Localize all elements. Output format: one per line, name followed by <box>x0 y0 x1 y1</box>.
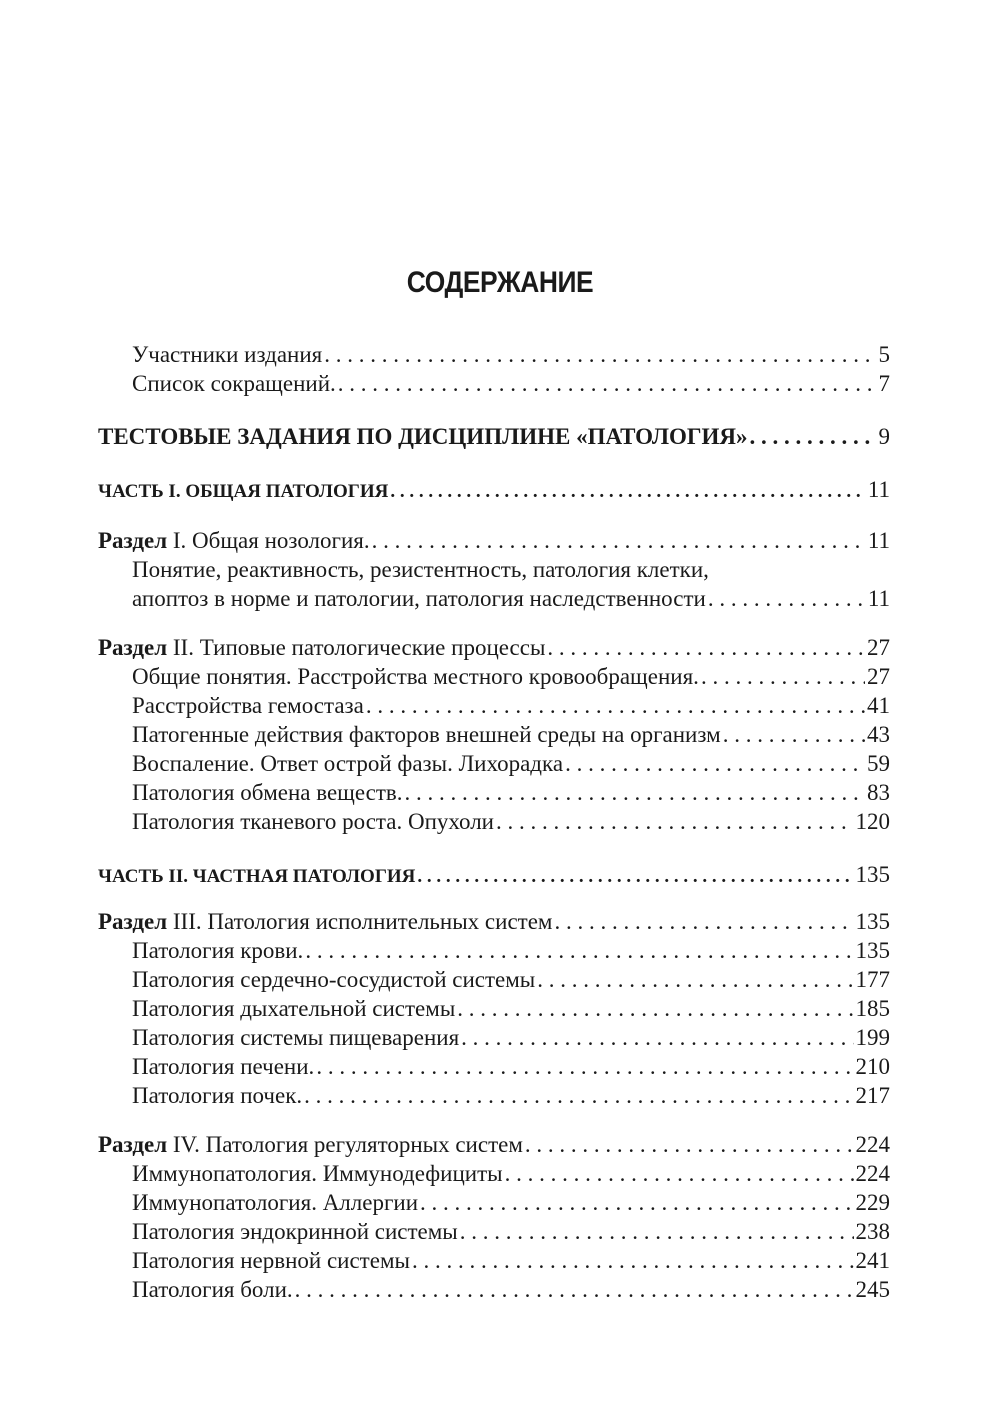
toc-leader <box>701 662 865 691</box>
toc-page-number: 135 <box>855 938 890 963</box>
toc-entry-section-3 <box>98 907 890 936</box>
toc-entry-text: Патология тканевого роста. Опухоли <box>132 809 494 834</box>
toc-page-number: 27 <box>867 635 890 660</box>
toc-page-number: 41 <box>867 693 890 718</box>
toc-leader <box>420 1188 853 1217</box>
list-item <box>98 1159 890 1188</box>
list-item <box>98 1275 890 1304</box>
toc-leader <box>505 1159 854 1188</box>
toc-page-number: 185 <box>855 996 890 1021</box>
toc-page-number: 120 <box>855 809 890 834</box>
toc-entry-text: Патология системы пищеварения <box>132 1025 460 1050</box>
toc-entry-text: II. Типовые патологические процессы <box>167 635 546 660</box>
toc-entry-text: Понятие, реактивность, резистентность, патология клетки, <box>132 557 709 582</box>
page-title: СОДЕРЖАНИЕ <box>406 266 594 299</box>
toc-entry-tests-heading <box>98 422 890 451</box>
list-item <box>98 662 890 691</box>
section-prefix: Раздел <box>98 635 168 660</box>
toc-leader <box>305 936 853 965</box>
list-item <box>98 1081 890 1110</box>
toc-entry-abbreviations <box>98 369 890 398</box>
section-prefix: Раздел <box>98 909 168 934</box>
toc-page-number: 229 <box>855 1190 890 1215</box>
toc-entry-text: ЧАСТЬ II. ЧАСТНАЯ ПАТОЛОГИЯ <box>98 866 416 887</box>
toc-entry-text: ТЕСТОВЫЕ ЗАДАНИЯ ПО ДИСЦИПЛИНЕ «ПАТОЛОГИЯ» <box>98 424 748 449</box>
list-item <box>98 807 890 836</box>
toc-entry-text: Патология почек. <box>132 1083 303 1108</box>
toc-entry-section-4 <box>98 1130 890 1159</box>
list-item <box>98 1052 890 1081</box>
toc-leader <box>565 749 865 778</box>
toc-leader <box>461 1023 853 1052</box>
list-item <box>98 1246 890 1275</box>
toc-entry-text: Патология сердечно-сосудистой системы <box>132 967 536 992</box>
toc-leader <box>405 778 865 807</box>
toc-entry-section-2 <box>98 633 890 662</box>
toc-entry-text: Патология боли. <box>132 1277 293 1302</box>
toc-entry-text: Общие понятия. Расстройства местного кровообращения. <box>132 664 699 689</box>
toc-leader <box>457 994 853 1023</box>
toc-leader <box>295 1275 854 1304</box>
toc-entry-text: Иммунопатология. Иммунодефициты <box>132 1161 503 1186</box>
toc-entry-text: IV. Патология регуляторных систем <box>167 1132 523 1157</box>
toc-leader <box>525 1130 854 1159</box>
toc-page-number: 217 <box>855 1083 890 1108</box>
toc-leader <box>324 340 876 369</box>
list-item <box>98 720 890 749</box>
toc-entry-general-nosology <box>98 584 890 613</box>
list-item <box>98 1188 890 1217</box>
toc-leader <box>366 691 865 720</box>
section-prefix: Раздел <box>98 528 168 553</box>
toc-leader <box>390 477 866 506</box>
toc-page-number: 43 <box>867 722 890 747</box>
toc-leader <box>554 907 853 936</box>
toc-leader <box>372 526 866 555</box>
toc-entry-section-1 <box>98 526 890 555</box>
toc-entry-text: Патология обмена веществ. <box>132 780 403 805</box>
toc-leader <box>316 1052 853 1081</box>
toc-leader <box>304 1081 853 1110</box>
toc-entry-contributors <box>98 340 890 369</box>
toc-page-number: 224 <box>855 1161 890 1186</box>
toc-leader <box>496 807 854 836</box>
toc-page-number: 9 <box>878 424 890 449</box>
list-item <box>98 936 890 965</box>
toc-entry-text: Патология дыхательной системы <box>132 996 456 1021</box>
list-item <box>98 778 890 807</box>
toc-page-number: 5 <box>878 342 890 367</box>
toc-entry-part-1 <box>98 475 890 506</box>
toc-entry-text: ЧАСТЬ I. ОБЩАЯ ПАТОЛОГИЯ <box>98 481 389 502</box>
toc-entry-text: Расстройства гемостаза <box>132 693 364 718</box>
list-item <box>98 1217 890 1246</box>
toc-entry-text: Патология крови. <box>132 938 304 963</box>
list-item <box>98 691 890 720</box>
toc-leader <box>338 369 877 398</box>
toc-page-number: 11 <box>867 477 890 502</box>
toc-page-number: 210 <box>855 1054 890 1079</box>
toc-entry-text: Патология печени. <box>132 1054 315 1079</box>
toc-leader <box>537 965 853 994</box>
toc-page-number: 199 <box>855 1025 890 1050</box>
toc-entry-text: Патогенные действия факторов внешней среды на организм <box>132 722 721 747</box>
toc-leader <box>708 584 866 613</box>
toc-entry-text: Иммунопатология. Аллергии <box>132 1190 419 1215</box>
toc-entry-text: III. Патология исполнительных систем <box>167 909 553 934</box>
toc-page-number: 11 <box>867 586 890 611</box>
table-of-contents <box>98 340 890 1304</box>
toc-page-number: 241 <box>855 1248 890 1273</box>
section-prefix: Раздел <box>98 1132 168 1157</box>
toc-entry-text: I. Общая нозология. <box>167 528 370 553</box>
toc-entry-text: апоптоз в норме и патологии, патология наследственности <box>132 586 706 611</box>
toc-page-number: 7 <box>878 371 890 396</box>
toc-page-number: 177 <box>855 967 890 992</box>
toc-leader <box>460 1217 854 1246</box>
toc-page-number: 245 <box>855 1277 890 1302</box>
toc-entry-text: Участники издания <box>132 342 323 367</box>
toc-leader <box>547 633 865 662</box>
toc-leader <box>723 720 865 749</box>
list-item <box>98 749 890 778</box>
toc-page-number: 59 <box>867 751 890 776</box>
toc-page-number: 238 <box>855 1219 890 1244</box>
toc-entry-text: Патология нервной системы <box>132 1248 410 1273</box>
toc-leader <box>412 1246 854 1275</box>
toc-entry-text: Воспаление. Ответ острой фазы. Лихорадка <box>132 751 564 776</box>
toc-page-number: 11 <box>867 528 890 553</box>
toc-page-number: 27 <box>867 664 890 689</box>
toc-entry-text: Патология эндокринной системы <box>132 1219 458 1244</box>
toc-page-number: 135 <box>855 862 890 887</box>
toc-page-number: 83 <box>867 780 890 805</box>
toc-page-number: 135 <box>855 909 890 934</box>
toc-leader <box>750 422 877 451</box>
toc-page-number: 224 <box>855 1132 890 1157</box>
toc-entry-text: Список сокращений. <box>132 371 336 396</box>
toc-entry-part-2 <box>98 860 890 891</box>
list-item <box>98 994 890 1023</box>
list-item <box>98 1023 890 1052</box>
toc-leader <box>417 862 853 891</box>
list-item <box>98 965 890 994</box>
